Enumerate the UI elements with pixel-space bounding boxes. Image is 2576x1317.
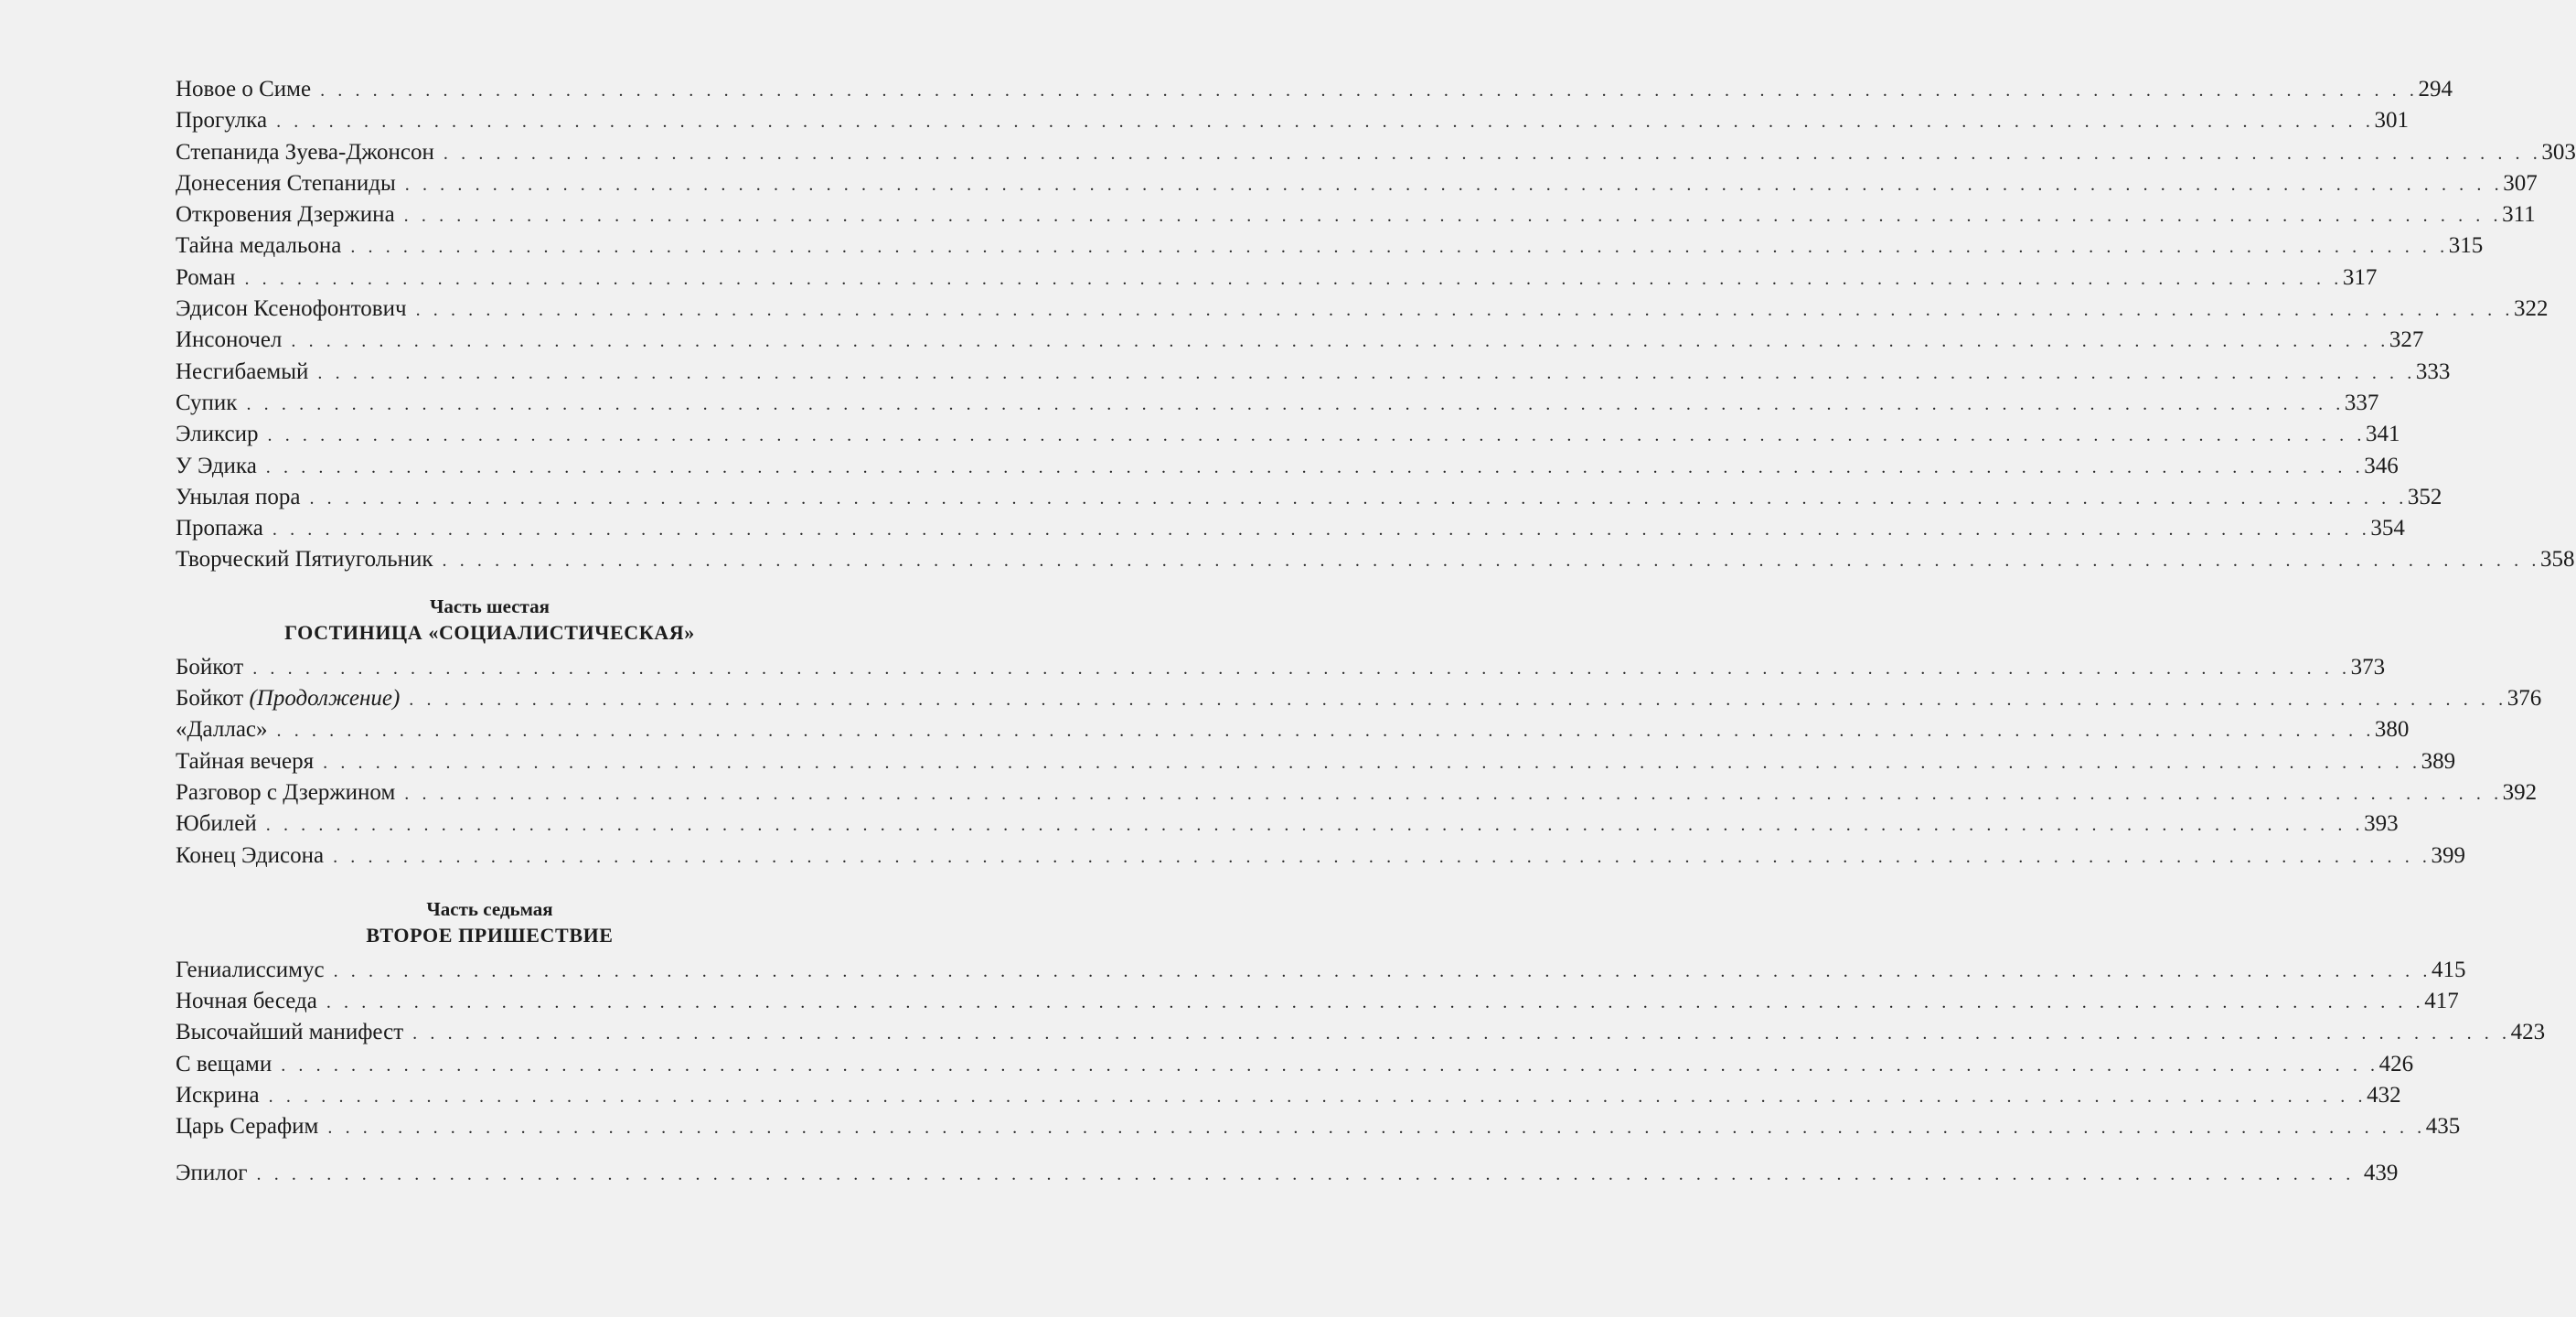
entry-title-group [176,325,291,356]
entry-title-group [176,777,404,808]
entry-page-number: 294 [2418,77,2453,102]
dot-leader: . . . . . . . . . . . . . . . . . . . . . . . . . . . . . . . . . . . . . . . . . . . . . . . . . . . . . . . . . . . . . . . . . . . . . . . . . . . . . . . . . . . . . . . . . . . . . . . . . . . . . . . . . . . . . . . . . . . . . . . . [276,721,2375,742]
entry-page-number: 317 [2342,264,2378,290]
entry-title: Бойкот [176,654,244,680]
part-seven-header [176,896,804,949]
entry-page-number: 322 [2513,296,2549,322]
entry-page-number: 346 [2364,453,2399,478]
toc-entry [176,777,2538,808]
entry-title: Гениалиссимус [176,957,325,982]
dot-leader: . . . . . . . . . . . . . . . . . . . . . . . . . . . . . . . . . . . . . . . . . . . . . . . . . . . . . . . . . . . . . . . . . . . . . . . . . . . . . . . . . . . . . . . . . . . . . . . . . . . . . . . . . . . . . . . . . . . . . . . . [412,1023,2511,1044]
entry-page-number: 432 [2367,1083,2401,1108]
part-six-title: ГОСТИНИЦА «СОЦИАЛИСТИЧЕСКАЯ» [284,620,695,644]
entry-title: Донесения Степаниды [176,170,396,196]
entry-title: «Даллас» [176,717,268,743]
entry-title-group [176,419,268,450]
entry-page-number: 417 [2424,989,2459,1014]
dot-leader: . . . . . . . . . . . . . . . . . . . . . . . . . . . . . . . . . . . . . . . . . . . . . . . . . . . . . . . . . . . . . . . . . . . . . . . . . . . . . . . . . . . . . . . . . . . . . . . . . . . . . . . . . . . . . . . . . . . . . . . . [265,456,2365,477]
toc-entry [176,105,2409,136]
entry-title: Несгибаемый [176,359,309,384]
entry-title-group [176,74,320,105]
toc-entry [176,544,2575,575]
toc-entry [176,683,2542,714]
dot-leader: . . . . . . . . . . . . . . . . . . . . . . . . . . . . . . . . . . . . . . . . . . . . . . . . . . . . . . . . . . . . . . . . . . . . . . . . . . . . . . . . . . . . . . . . . . . . . . . . . . . . . . . . . . . . . . . . . . . . . . . . [267,425,2366,446]
toc-entry [176,746,2456,777]
toc-entry [176,137,2576,168]
entry-title: Тайна медальона [176,233,342,259]
entry-title: Супик [176,390,238,415]
toc-entry [176,986,2459,1017]
entry-title: Откровения Дзержина [176,202,395,228]
toc-entry [176,1080,2401,1111]
entry-title: Эпилог [176,1160,248,1185]
entry-title: Разговор с Дзержином [176,779,396,805]
dot-leader: . . . . . . . . . . . . . . . . . . . . . . . . . . . . . . . . . . . . . . . . . . . . . . . . . . . . . . . . . . . . . . . . . . . . . . . . . . . . . . . . . . . . . . . . . . . . . . . . . . . . . . . . . . . . . . . . . . . . . . . . [415,300,2514,321]
entry-title-group [176,1017,412,1048]
entry-title-group [176,841,333,872]
entry-page-number: 380 [2374,717,2410,743]
entry-page-number: 415 [2431,957,2466,982]
entry-title-group [176,808,266,840]
entry-page-number: 376 [2507,686,2542,712]
entry-page-number: 337 [2344,390,2379,415]
entry-page-number: 426 [2378,1051,2414,1076]
entry-page-number: 393 [2364,811,2399,837]
entry-page-number: 301 [2374,108,2409,134]
entry-title-group [176,986,326,1017]
entry-title: Эдисон Ксенофонтович [176,296,407,322]
entry-title-group [176,451,266,482]
entry-title-group [176,714,277,745]
toc-entry [176,230,2484,262]
dot-leader: . . . . . . . . . . . . . . . . . . . . . . . . . . . . . . . . . . . . . . . . . . . . . . . . . . . . . . . . . . . . . . . . . . . . . . . . . . . . . . . . . . . . . . . . . . . . . . . . . . . . . . . . . . . . . . . . . . . . . . . . [333,960,2432,981]
dot-leader: . . . . . . . . . . . . . . . . . . . . . . . . . . . . . . . . . . . . . . . . . . . . . . . . . . . . . . . . . . . . . . . . . . . . . . . . . . . . . . . . . . . . . . . . . . . . . . . . . . . . . . . . . . . . . . . . . . . . . . . . [272,519,2371,541]
toc-entry [176,1049,2414,1080]
toc-entry [176,388,2379,419]
dot-leader: . . . . . . . . . . . . . . . . . . . . . . . . . . . . . . . . . . . . . . . . . . . . . . . . . . . . . . . . . . . . . . . . . . . . . . . . . . . . . . . . . . . . . . . . . . . . . . . . . . . . . . . . . . . . . . . . . . . . . . . . [276,112,2375,133]
toc-entry [176,74,2453,105]
entry-page-number: 311 [2502,202,2536,228]
entry-title: Искрина [176,1083,260,1108]
dot-leader: . . . . . . . . . . . . . . . . . . . . . . . . . . . . . . . . . . . . . . . . . . . . . . . . . . . . . . . . . . . . . . . . . . . . . . . . . . . . . . . . . . . . . . . . . . . . . . . . . . . . . . . . . . . . . . . . . . . . . . . . [326,992,2425,1013]
toc-entry [176,1017,2546,1048]
entry-title: Степанида Зуева-Джонсон [176,139,434,165]
entry-title: Унылая пора [176,484,301,509]
part-six-header [176,594,804,647]
toc-entry [176,262,2378,294]
dot-leader: . . . . . . . . . . . . . . . . . . . . . . . . . . . . . . . . . . . . . . . . . . . . . . . . . . . . . . . . . . . . . . . . . . . . . . . . . . . . . . . . . . . . . . . . . . . . . . . . . . . . . . . . . . . . . . . . . . . . . . . . [442,551,2540,572]
dot-leader: . . . . . . . . . . . . . . . . . . . . . . . . . . . . . . . . . . . . . . . . . . . . . . . . . . . . . . . . . . . . . . . . . . . . . . . . . . . . . . . . . . . . . . . . . . . . . . . . . . . . . . . . . . . . . . . . . . . . . . . . [323,752,2421,773]
entry-page-number: 373 [2350,654,2386,680]
entry-title: Новое о Симе [176,77,312,102]
toc-entry [176,482,2442,513]
part-seven-title: ВТОРОЕ ПРИШЕСТВИЕ [366,923,614,947]
entry-title: Ночная беседа [176,989,317,1014]
entry-title: Юбилей [176,811,257,837]
entry-title-group [176,544,443,575]
entry-title: Прогулка [176,108,268,134]
entry-title: Бойкот [176,686,244,712]
entry-page-number: 303 [2541,139,2576,165]
dot-leader: . . . . . . . . . . . . . . . . . . . . . . . . . . . . . . . . . . . . . . . . . . . . . . . . . . . . . . . . . . . . . . . . . . . . . . . . . . . . . . . . . . . . . . . . . . . . . . . . . . . . . . . . . . . . . . . . . . . . . . . . [268,1087,2368,1108]
dot-leader: . . . . . . . . . . . . . . . . . . . . . . . . . . . . . . . . . . . . . . . . . . . . . . . . . . . . . . . . . . . . . . . . . . . . . . . . . . . . . . . . . . . . . . . . . . . . . . . . . . . . . . . . . . . . . . . . . . . . . . . . [256,1163,2355,1184]
dot-leader: . . . . . . . . . . . . . . . . . . . . . . . . . . . . . . . . . . . . . . . . . . . . . . . . . . . . . . . . . . . . . . . . . . . . . . . . . . . . . . . . . . . . . . . . . . . . . . . . . . . . . . . . . . . . . . . . . . . . . . . . [291,331,2389,352]
entry-page-number: 315 [2448,233,2484,259]
toc-entry [176,1111,2461,1142]
entry-page-number: 333 [2415,359,2451,384]
dot-leader: . . . . . . . . . . . . . . . . . . . . . . . . . . . . . . . . . . . . . . . . . . . . . . . . . . . . . . . . . . . . . . . . . . . . . . . . . . . . . . . . . . . . . . . . . . . . . . . . . . . . . . . . . . . . . . . . . . . . . . . . [246,393,2345,414]
dot-leader: . . . . . . . . . . . . . . . . . . . . . . . . . . . . . . . . . . . . . . . . . . . . . . . . . . . . . . . . . . . . . . . . . . . . . . . . . . . . . . . . . . . . . . . . . . . . . . . . . . . . . . . . . . . . . . . . . . . . . . . . [281,1055,2379,1076]
dot-leader: . . . . . . . . . . . . . . . . . . . . . . . . . . . . . . . . . . . . . . . . . . . . . . . . . . . . . . . . . . . . . . . . . . . . . . . . . . . . . . . . . . . . . . . . . . . . . . . . . . . . . . . . . . . . . . . . . . . . . . . . [309,487,2408,509]
entry-page-number: 354 [2370,516,2405,541]
toc-entry [176,199,2536,230]
entry-title-group [176,746,323,777]
entry-title-group [176,652,252,683]
toc-entry [176,955,2466,986]
toc-entry [176,513,2405,544]
entry-page-number: 435 [2425,1114,2461,1140]
toc-entry [176,168,2538,199]
entry-title-group [176,388,246,419]
entry-title-group [176,1111,327,1142]
entry-page-number: 352 [2407,484,2442,509]
entry-title: Инсоночел [176,327,283,353]
entry-title: Творческий Пятиугольник [176,547,433,573]
entry-title: Царь Серафим [176,1114,319,1140]
epilog-entry [176,1158,2399,1189]
dot-leader: . . . . . . . . . . . . . . . . . . . . . . . . . . . . . . . . . . . . . . . . . . . . . . . . . . . . . . . . . . . . . . . . . . . . . . . . . . . . . . . . . . . . . . . . . . . . . . . . . . . . . . . . . . . . . . . . . . . . . . . . [244,268,2343,289]
toc-entry [176,357,2451,388]
entry-title: У Эдика [176,453,257,478]
entry-title-group [176,230,350,262]
entry-page-number: 392 [2502,779,2538,805]
entry-subtitle: (Продолжение) [249,686,401,712]
dot-leader: . . . . . . . . . . . . . . . . . . . . . . . . . . . . . . . . . . . . . . . . . . . . . . . . . . . . . . . . . . . . . . . . . . . . . . . . . . . . . . . . . . . . . . . . . . . . . . . . . . . . . . . . . . . . . . . . . . . . . . . . [403,206,2503,227]
dot-leader: . . . . . . . . . . . . . . . . . . . . . . . . . . . . . . . . . . . . . . . . . . . . . . . . . . . . . . . . . . . . . . . . . . . . . . . . . . . . . . . . . . . . . . . . . . . . . . . . . . . . . . . . . . . . . . . . . . . . . . . . [327,1118,2426,1139]
toc-entry [176,451,2399,482]
toc-entry [176,325,2424,356]
dot-leader: . . . . . . . . . . . . . . . . . . . . . . . . . . . . . . . . . . . . . . . . . . . . . . . . . . . . . . . . . . . . . . . . . . . . . . . . . . . . . . . . . . . . . . . . . . . . . . . . . . . . . . . . . . . . . . . . . . . . . . . . [320,80,2419,101]
entry-title-group [176,513,273,544]
dot-leader: . . . . . . . . . . . . . . . . . . . . . . . . . . . . . . . . . . . . . . . . . . . . . . . . . . . . . . . . . . . . . . . . . . . . . . . . . . . . . . . . . . . . . . . . . . . . . . . . . . . . . . . . . . . . . . . . . . . . . . . . [443,143,2542,164]
toc-entry [176,419,2400,450]
entry-page-number: 307 [2503,170,2538,196]
dot-leader: . . . . . . . . . . . . . . . . . . . . . . . . . . . . . . . . . . . . . . . . . . . . . . . . . . . . . . . . . . . . . . . . . . . . . . . . . . . . . . . . . . . . . . . . . . . . . . . . . . . . . . . . . . . . . . . . . . . . . . . . [333,846,2432,867]
entry-title-group [176,955,334,986]
entry-page-number: 341 [2365,422,2400,447]
entry-title: Тайная вечеря [176,748,315,774]
dot-leader: . . . . . . . . . . . . . . . . . . . . . . . . . . . . . . . . . . . . . . . . . . . . . . . . . . . . . . . . . . . . . . . . . . . . . . . . . . . . . . . . . . . . . . . . . . . . . . . . . . . . . . . . . . . . . . . . . . . . . . . . [404,783,2503,804]
entry-title-group [176,357,317,388]
entry-title-group [176,262,244,294]
entry-title: Роман [176,264,236,290]
entry-page-number: 358 [2539,547,2575,573]
entry-page-number: 389 [2421,748,2456,774]
dot-leader: . . . . . . . . . . . . . . . . . . . . . . . . . . . . . . . . . . . . . . . . . . . . . . . . . . . . . . . . . . . . . . . . . . . . . . . . . . . . . . . . . . . . . . . . . . . . . . . . . . . . . . . . . . . . . . . . . . . . . . . . [317,362,2416,383]
part-six-label: Часть шестая [430,594,550,617]
toc-entry [176,714,2410,745]
entry-page-number: 423 [2510,1020,2546,1045]
entry-title: Пропажа [176,516,263,541]
part-seven-entry-list [176,955,2546,1143]
dot-leader: . . . . . . . . . . . . . . . . . . . . . . . . . . . . . . . . . . . . . . . . . . . . . . . . . . . . . . . . . . . . . . . . . . . . . . . . . . . . . . . . . . . . . . . . . . . . . . . . . . . . . . . . . . . . . . . . . . . . . . . . [350,237,2449,258]
entry-page-number: 327 [2389,327,2424,353]
entry-title-group [176,1080,269,1111]
toc-entry [176,294,2549,325]
entry-title-group [176,168,405,199]
section5-entry-list [176,74,2576,576]
entry-title-group [176,683,409,714]
dot-leader: . . . . . . . . . . . . . . . . . . . . . . . . . . . . . . . . . . . . . . . . . . . . . . . . . . . . . . . . . . . . . . . . . . . . . . . . . . . . . . . . . . . . . . . . . . . . . . . . . . . . . . . . . . . . . . . . . . . . . . . . [404,174,2504,195]
toc-entry [176,652,2386,683]
toc-entry [176,808,2399,840]
entry-title: С вещами [176,1051,273,1076]
dot-leader: . . . . . . . . . . . . . . . . . . . . . . . . . . . . . . . . . . . . . . . . . . . . . . . . . . . . . . . . . . . . . . . . . . . . . . . . . . . . . . . . . . . . . . . . . . . . . . . . . . . . . . . . . . . . . . . . . . . . . . . . [409,690,2507,711]
entry-title-group [176,294,416,325]
entry-title: Высочайший манифест [176,1020,404,1045]
entry-title: Конец Эдисона [176,842,325,868]
table-of-contents [176,74,2576,1189]
entry-title-group [176,199,404,230]
entry-page-number: 439 [2363,1160,2399,1185]
entry-title-group [176,482,309,513]
toc-entry [176,841,2465,872]
part-seven-label: Часть седьмая [426,897,553,920]
entry-page-number: 399 [2431,842,2465,868]
entry-title-group [176,137,444,168]
entry-title-group [176,105,276,136]
part-six-entry-list [176,652,2542,872]
entry-title-group [176,1049,281,1080]
entry-title: Эликсир [176,422,259,447]
dot-leader: . . . . . . . . . . . . . . . . . . . . . . . . . . . . . . . . . . . . . . . . . . . . . . . . . . . . . . . . . . . . . . . . . . . . . . . . . . . . . . . . . . . . . . . . . . . . . . . . . . . . . . . . . . . . . . . . . . . . . . . . [252,658,2351,679]
dot-leader: . . . . . . . . . . . . . . . . . . . . . . . . . . . . . . . . . . . . . . . . . . . . . . . . . . . . . . . . . . . . . . . . . . . . . . . . . . . . . . . . . . . . . . . . . . . . . . . . . . . . . . . . . . . . . . . . . . . . . . . . [265,815,2365,836]
